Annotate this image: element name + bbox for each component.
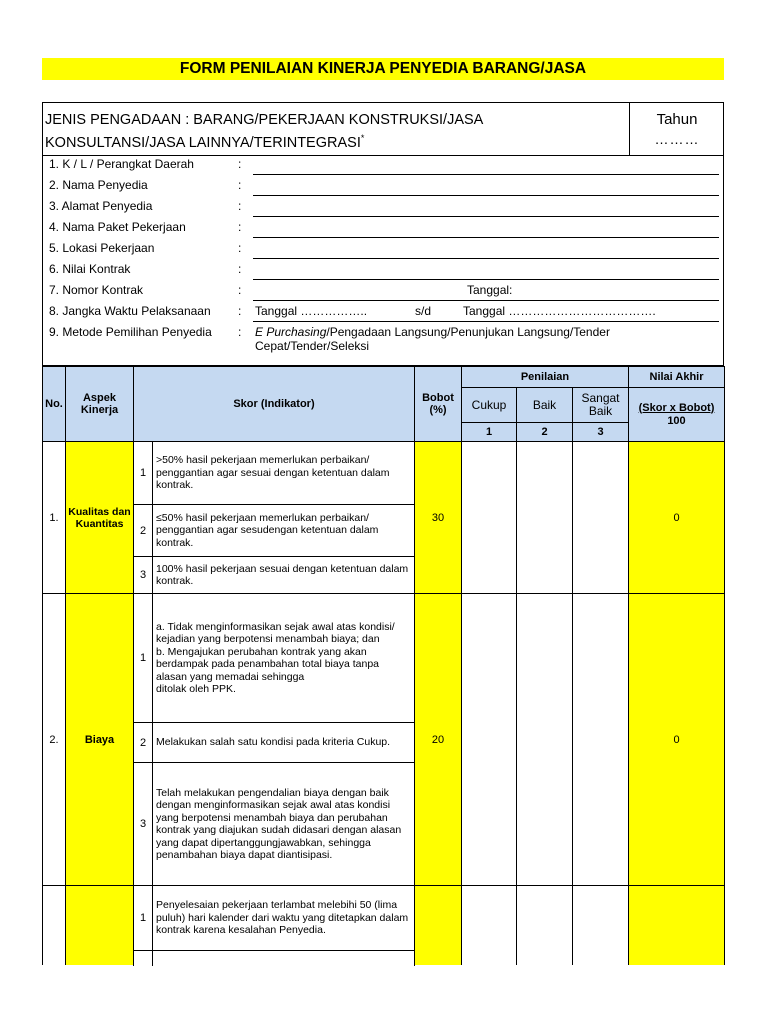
asterisk: *: [360, 133, 365, 143]
cukup-cell[interactable]: [461, 441, 517, 594]
field-colon: :: [238, 283, 242, 297]
field-row-6: [43, 260, 723, 280]
tanggal-mulai[interactable]: Tanggal ……………..: [255, 304, 368, 318]
field-colon: :: [238, 199, 242, 213]
indicator-number: 1: [133, 885, 153, 951]
field-row-3: [43, 197, 723, 217]
metode-epurchasing: E Purchasing: [255, 325, 327, 339]
hundred-label: 100: [667, 414, 686, 427]
row-no: 1.: [42, 441, 66, 594]
field-row-8: [43, 302, 723, 322]
col-header-sangat-baik: Sangat Baik: [572, 387, 629, 423]
metode-rest: /Pengadaan Langsung/Penunjukan Langsung/Tender: [326, 325, 610, 339]
cukup-cell[interactable]: [461, 885, 517, 965]
field-row-5: [43, 239, 723, 259]
field-input-line[interactable]: [253, 216, 719, 217]
field-label: 4. Nama Paket Pekerjaan: [49, 220, 186, 234]
field-input-line[interactable]: [253, 279, 719, 280]
indicator-number: 1: [133, 441, 153, 505]
score-number-2: 2: [516, 422, 573, 442]
field-colon: :: [238, 262, 242, 276]
field-label: 7. Nomor Kontrak: [49, 283, 144, 297]
field-row-4: [43, 218, 723, 238]
score-number-3: 3: [572, 422, 629, 442]
bobot-value: [414, 885, 462, 965]
field-label: 9. Metode Pemilihan Penyedia: [49, 325, 212, 339]
jenis-pengadaan: [45, 111, 625, 152]
field-colon: :: [238, 178, 242, 192]
row-no: [42, 885, 66, 965]
field-label: 6. Nilai Kontrak: [49, 262, 131, 276]
field-input-line: [253, 321, 719, 322]
sangat-baik-cell[interactable]: [572, 441, 629, 594]
sd-label: s/d: [415, 304, 432, 318]
baik-cell[interactable]: [516, 885, 573, 965]
field-colon: :: [238, 241, 242, 255]
indicator-number: 1: [133, 593, 153, 723]
nilai-akhir-value: 0: [628, 593, 725, 886]
score-number-1: 1: [461, 422, 517, 442]
field-colon: :: [238, 304, 242, 318]
form-title: FORM PENILAIAN KINERJA PENYEDIA BARANG/JASA: [42, 58, 724, 80]
tanggal-label: Tanggal:: [467, 283, 513, 297]
field-input-line[interactable]: [253, 174, 719, 175]
field-colon: :: [238, 325, 242, 339]
field-input-line[interactable]: [253, 195, 719, 196]
bobot-value: 20: [414, 593, 462, 886]
col-header-bobot: Bobot (%): [414, 366, 462, 442]
sangat-baik-cell[interactable]: [572, 885, 629, 965]
field-input-line[interactable]: [253, 300, 719, 301]
indicator-text: Penyelesaian pekerjaan terlambat melebihi 50 (lima puluh) hari kalender dari waktu yang ditetapkan dalam kontrak karena kesalahan Penyedia.: [152, 885, 415, 951]
tanggal-selesai[interactable]: Tanggal ……………………………….: [463, 304, 656, 318]
col-header-nilai-akhir: Nilai Akhir: [628, 366, 725, 388]
indicator-number: 2: [133, 504, 153, 557]
sangat-baik-cell[interactable]: [572, 593, 629, 886]
indicator-text: >50% hasil pekerjaan memerlukan perbaikan/ penggantian agar sesuai dengan ketentuan dalam kontrak.: [152, 441, 415, 505]
field-label: 2. Nama Penyedia: [49, 178, 148, 192]
nilai-akhir-value: 0: [628, 441, 725, 594]
row-no: 2.: [42, 593, 66, 886]
field-input-line[interactable]: [253, 237, 719, 238]
indicator-number: 3: [133, 762, 153, 886]
field-label: 5. Lokasi Pekerjaan: [49, 241, 155, 255]
indicator-text: Telah melakukan pengendalian biaya dengan baik dengan menginformasikan sejak awal atas kondisi yang berpotensi menambah biaya dan perubahan kontrak yang diajukan sudah didasari dengan alasan yang dapat dipertanggungjawabkan, sehingga penambahan biaya dapat diantisipasi.: [152, 762, 415, 886]
field-input-line[interactable]: [253, 258, 719, 259]
nilai-akhir-value: [628, 885, 725, 965]
indicator-number: 3: [133, 556, 153, 594]
indicator-text: a. Tidak menginformasikan sejak awal atas kondisi/ kejadian yang berpotensi menambah biaya; dan b. Mengajukan perubahan kontrak yang akan berdampak pada penambahan total biaya tanpa alasan yang memadai sehingga ditolak oleh PPK.: [152, 593, 415, 723]
col-header-cukup: Cukup: [461, 387, 517, 423]
aspek-cell: [65, 885, 134, 965]
field-label: 1. K / L / Perangkat Daerah: [49, 157, 194, 171]
field-label: 3. Alamat Penyedia: [49, 199, 153, 213]
jenis-line2: KONSULTANSI/JASA LAINNYA/TERINTEGRASI: [45, 134, 361, 151]
tahun-box: [629, 103, 724, 155]
jenis-pengadaan-row: [43, 103, 723, 156]
skor-x-bobot-label: (Skor x Bobot): [638, 401, 715, 414]
header-box: [42, 102, 724, 366]
field-row-1: [43, 155, 723, 175]
aspek-biaya: Biaya: [65, 593, 134, 886]
col-header-baik: Baik: [516, 387, 573, 423]
field-colon: :: [238, 220, 242, 234]
col-header-skor-x-bobot: [628, 387, 725, 442]
jenis-line1: JENIS PENGADAAN : BARANG/PEKERJAAN KONSTRUKSI/JASA: [45, 112, 484, 128]
indicator-text: Melakukan salah satu kondisi pada kriteria Cukup.: [152, 722, 415, 763]
aspek-kualitas: Kualitas dan Kuantitas: [65, 441, 134, 594]
field-row-9: [43, 323, 723, 363]
metode-options[interactable]: [255, 325, 610, 353]
cukup-cell[interactable]: [461, 593, 517, 886]
tahun-value[interactable]: ………: [654, 131, 700, 147]
col-header-no: No.: [42, 366, 66, 442]
bobot-value: 30: [414, 441, 462, 594]
indicator-text: [152, 950, 415, 966]
field-row-7: [43, 281, 723, 301]
indicator-text: 100% hasil pekerjaan sesuai dengan ketentuan dalam kontrak.: [152, 556, 415, 594]
indicator-number: 2: [133, 722, 153, 763]
indicator-number: [133, 950, 153, 966]
baik-cell[interactable]: [516, 441, 573, 594]
col-header-aspek: Aspek Kinerja: [65, 366, 134, 442]
col-header-skor: Skor (Indikator): [133, 366, 415, 442]
tahun-label: Tahun: [656, 111, 698, 128]
field-colon: :: [238, 157, 242, 171]
baik-cell[interactable]: [516, 593, 573, 886]
field-label: 8. Jangka Waktu Pelaksanaan: [49, 304, 211, 318]
metode-line2: Cepat/Tender/Seleksi: [255, 339, 370, 353]
col-header-penilaian: Penilaian: [461, 366, 629, 388]
indicator-text: ≤50% hasil pekerjaan memerlukan perbaikan/ penggantian agar sesudengan ketentuan dalam kontrak.: [152, 504, 415, 557]
field-row-2: [43, 176, 723, 196]
